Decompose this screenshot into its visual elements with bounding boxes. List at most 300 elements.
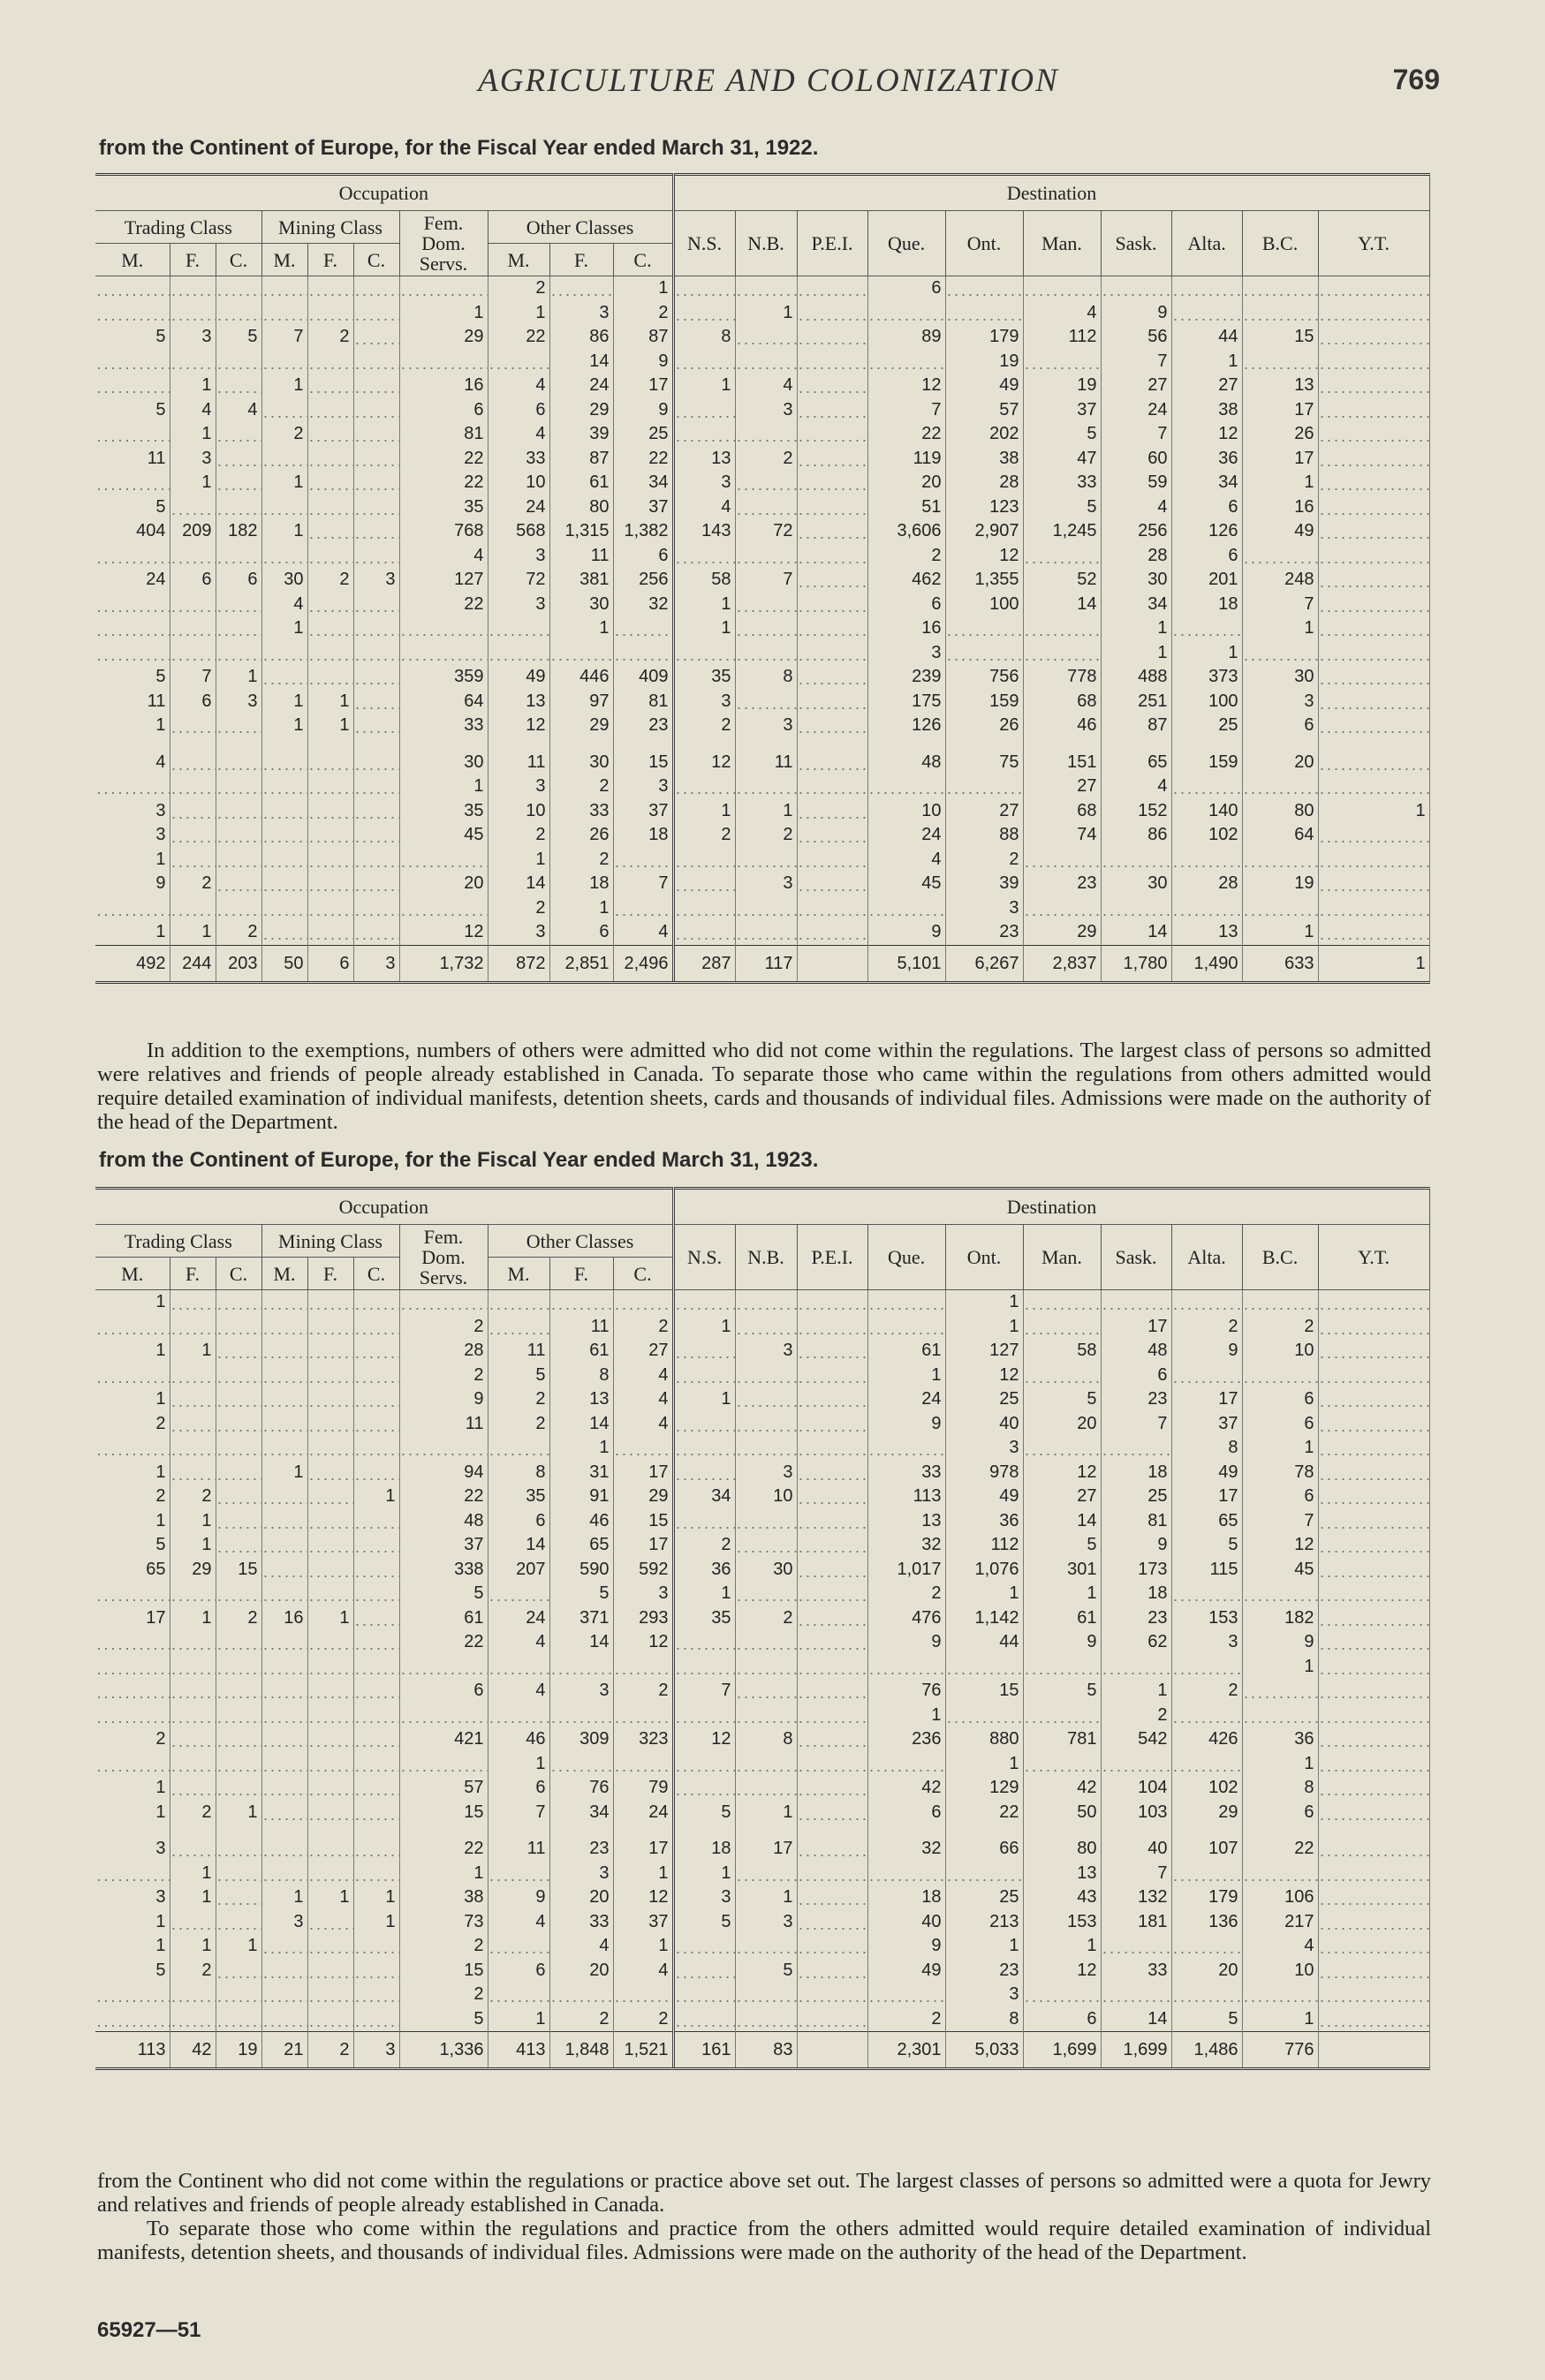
- table-cell: [549, 1655, 613, 1680]
- table-cell: 2: [613, 301, 673, 326]
- table-row: [95, 1582, 1429, 1606]
- table-cell: 11: [549, 544, 613, 569]
- table-cell: [170, 276, 216, 301]
- table-cell: 5: [549, 1582, 613, 1606]
- total-cell: 6: [307, 945, 353, 982]
- table-cell: 35: [488, 1485, 549, 1509]
- table-cell: [353, 495, 399, 520]
- table-cell: 81: [1101, 1509, 1171, 1534]
- table-cell: 1: [549, 616, 613, 641]
- table-cell: 34: [1101, 593, 1171, 617]
- table-cell: 3: [170, 325, 216, 350]
- table-cell: [307, 1655, 353, 1680]
- table-cell: 36: [673, 1558, 735, 1583]
- table-cell: 19: [945, 350, 1023, 374]
- table-cell: 76: [549, 1776, 613, 1801]
- table-cell: [867, 350, 945, 374]
- table-cell: 1: [1101, 1679, 1171, 1704]
- table-cell: [735, 1776, 797, 1801]
- ont-header: Ont.: [945, 1225, 1023, 1290]
- table-cell: [261, 1412, 307, 1437]
- table-cell: [1101, 1983, 1171, 2007]
- spacer-cell: [797, 1825, 867, 1837]
- table-cell: 1: [399, 301, 488, 326]
- table-cell: 100: [1171, 690, 1242, 714]
- table-cell: 7: [867, 398, 945, 423]
- table-cell: 2: [735, 823, 797, 848]
- table-cell: [353, 1752, 399, 1777]
- table-cell: 1: [261, 519, 307, 544]
- table-cell: 33: [1023, 471, 1101, 495]
- table-cell: 11: [488, 1339, 549, 1364]
- table-cell: [261, 1364, 307, 1388]
- table-cell: [1318, 714, 1429, 738]
- table-cell: 301: [1023, 1558, 1101, 1583]
- table-cell: [353, 641, 399, 666]
- table-cell: [307, 495, 353, 520]
- table-cell: 5: [488, 1364, 549, 1388]
- table-cell: 213: [945, 1910, 1023, 1935]
- table-cell: [261, 1776, 307, 1801]
- table-cell: 22: [867, 422, 945, 447]
- table-cell: [307, 471, 353, 495]
- table-cell: 2: [867, 2007, 945, 2032]
- table-cell: [1318, 1655, 1429, 1680]
- table-cell: 12: [399, 920, 488, 945]
- table-cell: [216, 1290, 261, 1315]
- total-cell: [797, 945, 867, 982]
- table-cell: [170, 593, 216, 617]
- table-cell: [307, 350, 353, 374]
- table-cell: 5: [95, 1959, 170, 1983]
- table-cell: [353, 471, 399, 495]
- table-cell: 29: [549, 398, 613, 423]
- table-cell: 1: [549, 1436, 613, 1461]
- table-cell: [797, 1704, 867, 1728]
- table-cell: [216, 1509, 261, 1534]
- table-cell: 91: [549, 1485, 613, 1509]
- table-cell: 35: [673, 665, 735, 690]
- table-row: [95, 495, 1429, 520]
- table-cell: 61: [549, 1339, 613, 1364]
- table-cell: [797, 568, 867, 593]
- table-cell: 2: [216, 920, 261, 945]
- table-cell: [216, 616, 261, 641]
- table-cell: 127: [945, 1339, 1023, 1364]
- table-cell: 3: [1242, 690, 1318, 714]
- mining-c-header: C.: [353, 1258, 399, 1290]
- table-cell: [307, 374, 353, 398]
- table-cell: [216, 1837, 261, 1862]
- table-cell: [1023, 1436, 1101, 1461]
- table-cell: 6: [549, 920, 613, 945]
- table-cell: [673, 1776, 735, 1801]
- table-cell: [797, 1630, 867, 1655]
- table-row: [95, 1934, 1429, 1959]
- table-cell: [216, 1910, 261, 1935]
- pei-header: P.E.I.: [797, 211, 867, 276]
- table-cell: [353, 1630, 399, 1655]
- table-cell: [216, 495, 261, 520]
- table-cell: [353, 1934, 399, 1959]
- table-row: [95, 1364, 1429, 1388]
- table-cell: 1: [399, 774, 488, 799]
- total-cell: 19: [216, 2032, 261, 2069]
- table-cell: [399, 276, 488, 301]
- table-cell: 34: [1171, 471, 1242, 495]
- table-cell: [673, 896, 735, 921]
- table-cell: [735, 1630, 797, 1655]
- table-cell: 3: [1171, 1630, 1242, 1655]
- table-cell: [1318, 1290, 1429, 1315]
- spacer-cell: [95, 1825, 170, 1837]
- total-cell: 50: [261, 945, 307, 982]
- table-cell: [1318, 1630, 1429, 1655]
- table-row: [95, 1558, 1429, 1583]
- table-cell: 68: [1023, 690, 1101, 714]
- table-cell: 50: [1023, 1801, 1101, 1825]
- table-cell: 6: [170, 568, 216, 593]
- table-cell: [353, 690, 399, 714]
- table-cell: 58: [673, 568, 735, 593]
- table-cell: 5: [673, 1910, 735, 1935]
- table-cell: [1101, 1290, 1171, 1315]
- table-cell: 51: [867, 495, 945, 520]
- table-cell: 446: [549, 665, 613, 690]
- table-cell: 12: [1171, 422, 1242, 447]
- table-cell: [170, 799, 216, 824]
- table-row: [95, 301, 1429, 326]
- table-cell: [797, 2007, 867, 2032]
- table-cell: [170, 1910, 216, 1935]
- table-cell: 2: [307, 325, 353, 350]
- sask-header: Sask.: [1101, 1225, 1171, 1290]
- table-cell: [261, 350, 307, 374]
- table-cell: [170, 896, 216, 921]
- table-cell: [307, 1752, 353, 1777]
- table-cell: [353, 1727, 399, 1752]
- table-cell: 2: [549, 2007, 613, 2032]
- table-cell: 1: [261, 714, 307, 738]
- table-cell: [1318, 350, 1429, 374]
- table-cell: [261, 1436, 307, 1461]
- table-cell: [1101, 276, 1171, 301]
- table-cell: [488, 641, 549, 666]
- table-cell: 1: [735, 1801, 797, 1825]
- ont-header: Ont.: [945, 211, 1023, 276]
- table-cell: 65: [1101, 751, 1171, 775]
- table-cell: [1318, 774, 1429, 799]
- table-cell: 3: [549, 1679, 613, 1704]
- table-cell: [1242, 350, 1318, 374]
- table-cell: [673, 1752, 735, 1777]
- table-cell: 1: [95, 1934, 170, 1959]
- table-cell: [797, 1461, 867, 1485]
- table-cell: [307, 593, 353, 617]
- table-cell: [261, 2007, 307, 2032]
- table-cell: [797, 1509, 867, 1534]
- table-cell: 17: [1242, 398, 1318, 423]
- table-cell: [307, 276, 353, 301]
- table-cell: [1318, 823, 1429, 848]
- table-cell: [945, 641, 1023, 666]
- table-cell: 1: [1023, 1582, 1101, 1606]
- table-cell: 1: [673, 1862, 735, 1886]
- table-row: [95, 1412, 1429, 1437]
- table-cell: [1318, 2007, 1429, 2032]
- table-cell: 26: [1242, 422, 1318, 447]
- table-cell: 31: [549, 1461, 613, 1485]
- table-cell: [261, 1959, 307, 1983]
- table-cell: 1: [1101, 641, 1171, 666]
- table-cell: 18: [673, 1837, 735, 1862]
- table-cell: [216, 447, 261, 472]
- table-cell: [216, 1412, 261, 1437]
- table-row: [95, 544, 1429, 569]
- spacer-cell: [1242, 738, 1318, 751]
- table-cell: 7: [261, 325, 307, 350]
- table-cell: 2: [549, 774, 613, 799]
- table-cell: 409: [613, 665, 673, 690]
- table-cell: [399, 1704, 488, 1728]
- table-cell: [170, 823, 216, 848]
- table-cell: [673, 1630, 735, 1655]
- table-cell: 2: [1171, 1679, 1242, 1704]
- table-cell: 173: [1101, 1558, 1171, 1583]
- table-cell: [307, 1412, 353, 1437]
- table-cell: [95, 276, 170, 301]
- table-cell: 6: [488, 398, 549, 423]
- table-cell: 17: [613, 374, 673, 398]
- table-cell: [216, 1776, 261, 1801]
- table-cell: 781: [1023, 1727, 1101, 1752]
- table-cell: [1242, 1679, 1318, 1704]
- table-cell: [1242, 1704, 1318, 1728]
- table-cell: 61: [867, 1339, 945, 1364]
- table-cell: [353, 872, 399, 896]
- table-cell: [95, 374, 170, 398]
- table-row: [95, 799, 1429, 824]
- spacer-cell: [735, 738, 797, 751]
- table-cell: [261, 1862, 307, 1886]
- table-cell: 309: [549, 1727, 613, 1752]
- table-cell: [673, 1509, 735, 1534]
- table-cell: [1171, 1290, 1242, 1315]
- table-cell: 880: [945, 1727, 1023, 1752]
- table-cell: [1318, 374, 1429, 398]
- table-cell: 32: [867, 1533, 945, 1558]
- total-cell: 776: [1242, 2032, 1318, 2069]
- table-cell: 132: [1101, 1885, 1171, 1910]
- fem-dom-servs-header: Fem. Dom. Servs.: [399, 1225, 488, 1290]
- other-classes-header: Other Classes: [488, 1225, 673, 1258]
- table-cell: [170, 1776, 216, 1801]
- table-cell: [1242, 1582, 1318, 1606]
- table-cell: [735, 325, 797, 350]
- table-cell: 78: [1242, 1461, 1318, 1485]
- table-cell: 6: [1242, 1801, 1318, 1825]
- table-cell: 4: [488, 1910, 549, 1935]
- table-cell: 4: [735, 374, 797, 398]
- table-cell: 4: [673, 495, 735, 520]
- table-cell: 24: [549, 374, 613, 398]
- table-row: [95, 1387, 1429, 1412]
- table-cell: [170, 350, 216, 374]
- table-cell: 236: [867, 1727, 945, 1752]
- table-cell: [261, 1485, 307, 1509]
- table-cell: 9: [1242, 1630, 1318, 1655]
- table-cell: 1: [261, 690, 307, 714]
- table-cell: 2: [170, 1801, 216, 1825]
- table-cell: [797, 1679, 867, 1704]
- table-cell: 46: [488, 1727, 549, 1752]
- table-cell: 65: [95, 1558, 170, 1583]
- table-cell: [261, 1290, 307, 1315]
- table-cell: 36: [945, 1509, 1023, 1534]
- table-cell: 7: [1101, 422, 1171, 447]
- table-cell: [735, 1315, 797, 1340]
- table-cell: 9: [399, 1387, 488, 1412]
- table-cell: 13: [673, 447, 735, 472]
- table-cell: [261, 301, 307, 326]
- table-cell: 126: [867, 714, 945, 738]
- table-cell: 6: [1242, 714, 1318, 738]
- table-cell: [353, 593, 399, 617]
- table-row: [95, 1752, 1429, 1777]
- table-cell: [216, 641, 261, 666]
- table-cell: 153: [1171, 1606, 1242, 1631]
- table-cell: 2: [1242, 1315, 1318, 1340]
- table-cell: 28: [1101, 544, 1171, 569]
- table-cell: [1023, 616, 1101, 641]
- table-cell: [353, 1290, 399, 1315]
- table-cell: [673, 301, 735, 326]
- table-cell: 24: [1101, 398, 1171, 423]
- table-cell: 12: [1023, 1959, 1101, 1983]
- table-cell: 4: [261, 593, 307, 617]
- table-cell: [673, 2007, 735, 2032]
- table-cell: [1101, 1934, 1171, 1959]
- table-row: [95, 1862, 1429, 1886]
- table-cell: 1: [261, 616, 307, 641]
- table-cell: 1,017: [867, 1558, 945, 1583]
- table-cell: [216, 1727, 261, 1752]
- spacer-cell: [797, 738, 867, 751]
- table-cell: [797, 616, 867, 641]
- table-cell: 592: [613, 1558, 673, 1583]
- table-cell: 4: [1101, 495, 1171, 520]
- table-cell: 6: [1023, 2007, 1101, 2032]
- table-cell: [353, 1983, 399, 2007]
- table-cell: [353, 1461, 399, 1485]
- table-cell: 3: [95, 799, 170, 824]
- table-cell: 248: [1242, 568, 1318, 593]
- total-cell: 633: [1242, 945, 1318, 982]
- table-cell: 12: [867, 374, 945, 398]
- table-cell: [797, 1315, 867, 1340]
- table-cell: [1318, 616, 1429, 641]
- total-cell: [1318, 2032, 1429, 2069]
- table-cell: 1: [673, 1387, 735, 1412]
- spacer-cell: [95, 738, 170, 751]
- table-cell: 112: [945, 1533, 1023, 1558]
- table-cell: 20: [549, 1885, 613, 1910]
- table-cell: 72: [735, 519, 797, 544]
- table-cell: 14: [549, 1630, 613, 1655]
- table-cell: [170, 495, 216, 520]
- table-cell: [261, 1558, 307, 1583]
- table-cell: 3: [95, 1837, 170, 1862]
- table-cell: [1023, 1983, 1101, 2007]
- table-cell: 22: [613, 447, 673, 472]
- table-cell: [216, 1885, 261, 1910]
- table-cell: [261, 1582, 307, 1606]
- spacer-cell: [216, 738, 261, 751]
- table-cell: 33: [867, 1461, 945, 1485]
- total-cell: 287: [673, 945, 735, 982]
- table-cell: 3: [261, 1910, 307, 1935]
- table-cell: 37: [399, 1533, 488, 1558]
- table-cell: 1: [1171, 641, 1242, 666]
- table-cell: [95, 1862, 170, 1886]
- table-cell: [307, 1704, 353, 1728]
- trading-m-header: M.: [95, 244, 170, 276]
- table-cell: [307, 1679, 353, 1704]
- table-cell: 2: [867, 1582, 945, 1606]
- table-cell: 61: [1023, 1606, 1101, 1631]
- table-cell: 426: [1171, 1727, 1242, 1752]
- table-cell: [797, 1752, 867, 1777]
- table-cell: [353, 519, 399, 544]
- table-cell: 12: [1023, 1461, 1101, 1485]
- table-cell: 25: [1171, 714, 1242, 738]
- table-cell: 1: [95, 714, 170, 738]
- table-cell: 97: [549, 690, 613, 714]
- row-spacer: [95, 1825, 1429, 1837]
- table-cell: [261, 1704, 307, 1728]
- table-cell: 2: [673, 823, 735, 848]
- table-cell: 30: [261, 568, 307, 593]
- table-cell: [353, 823, 399, 848]
- table-cell: 88: [945, 823, 1023, 848]
- total-cell: 5,101: [867, 945, 945, 982]
- table-cell: 1: [170, 920, 216, 945]
- table-cell: [307, 1436, 353, 1461]
- table-cell: 29: [399, 325, 488, 350]
- table-cell: [797, 1364, 867, 1388]
- table-cell: [1171, 848, 1242, 873]
- table-1922-caption: from the Continent of Europe, for the Fiscal Year ended March 31, 1922.: [99, 136, 819, 160]
- table-cell: [1023, 1290, 1101, 1315]
- table-cell: [216, 593, 261, 617]
- table-cell: 6: [1242, 1412, 1318, 1437]
- table-cell: 113: [867, 1485, 945, 1509]
- table-cell: 14: [549, 1412, 613, 1437]
- destination-header: Destination: [673, 175, 1429, 211]
- table-cell: 57: [399, 1776, 488, 1801]
- table-cell: [399, 896, 488, 921]
- table-cell: 3: [945, 1436, 1023, 1461]
- table-cell: 9: [1101, 1533, 1171, 1558]
- spacer-cell: [1023, 738, 1101, 751]
- table-cell: [1318, 1776, 1429, 1801]
- total-cell: 1: [1318, 945, 1429, 982]
- table-cell: [1023, 276, 1101, 301]
- table-cell: [170, 1315, 216, 1340]
- table-cell: [797, 665, 867, 690]
- table-cell: 5: [95, 398, 170, 423]
- table-cell: 2: [399, 1934, 488, 1959]
